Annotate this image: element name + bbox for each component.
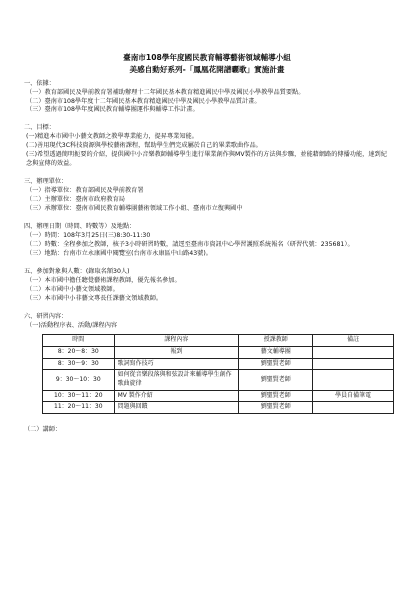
- list-item: （二）時數：全程參加之教師，核予3小時研習時數，請逕至臺南市資訊中心學習護照系統報名（研習代號：235681）。: [26, 241, 354, 249]
- table-row: [43, 402, 394, 414]
- speaker-label: （二）講師：: [24, 425, 62, 433]
- section-date-location: [24, 223, 390, 259]
- section-goals: [24, 124, 390, 169]
- cell-content: MV 製作介紹: [114, 390, 239, 402]
- list-item: （一）本市國中擔任聽覺藝術課程教師，優先報名參加。: [26, 277, 181, 285]
- cell-teacher: 劉聖賢老師: [239, 370, 313, 390]
- section-participants: [24, 268, 390, 304]
- cell-teacher: 藝文輔導團: [239, 346, 313, 358]
- header-note: 備註: [313, 335, 394, 347]
- cell-teacher: 劉聖賢老師: [239, 402, 313, 414]
- table-header-row: [43, 335, 394, 347]
- header-teacher: 授課教師: [239, 335, 313, 347]
- cell-content: 如何從音樂段落與和弦設計來輔導學生創作歌曲旋律: [114, 370, 239, 390]
- list-item: （三）承辦單位：臺南市國民教育輔導團藝術領域工作小組、臺南市立復興國中: [26, 205, 243, 213]
- cell-note: [313, 402, 394, 414]
- list-item: （一）指導單位：教育部國民及學前教育署: [26, 187, 144, 195]
- table-row: [43, 358, 394, 370]
- section-heading: 三、辦理單位：: [24, 178, 68, 186]
- list-item: （三）本市國中小非藝文專長任課藝文領域教師。: [26, 295, 163, 303]
- schedule-table: [42, 334, 394, 414]
- list-item: （二）本市國中小藝文領域教師。: [26, 286, 119, 294]
- cell-time: 8：20～8：30: [43, 346, 115, 358]
- list-item: (二)善用現代3C科技資源與學校藝術課程，幫助學生們完成屬於自己的畢業歌曲作品。: [26, 142, 262, 150]
- header-content: 課程內容: [114, 335, 239, 347]
- list-item: （二）臺南市108學年度十二年國民基本教育精進國民中學及國民小學教學品質計畫。: [26, 97, 261, 105]
- list-item: （一）教育部國民及學前教育署補助辦理十二年國民基本教育精進國民中學及國民小學教學品質要點。: [26, 88, 305, 96]
- list-item: (三)希望透過簡明扼要的介紹，提供國中小音樂教師輔導學生進行畢業創作與MV製作的方法與步驟，並能藉網路的傳播功能，達到紀念與宣傳的效益。: [26, 151, 387, 168]
- section-heading: 六、研習內容：: [24, 313, 68, 321]
- section-content: [24, 313, 390, 414]
- list-item: （一）時間：108年3月25日(三)8:30-11:30: [26, 232, 151, 240]
- section-heading: 一、依據：: [24, 79, 55, 87]
- cell-note: [313, 358, 394, 370]
- cell-time: 8：30～9：30: [43, 358, 115, 370]
- section-organizers: [24, 178, 390, 214]
- list-item: （三）臺南市108學年度國民教育輔導團運作與輔導工作計畫。: [26, 106, 199, 114]
- cell-time: 11：20～11：30: [43, 402, 115, 414]
- cell-content: 報到: [114, 346, 239, 358]
- list-item: (一)精進本市國中小藝文教師之教學專業能力，提昇專業知能。: [26, 133, 198, 141]
- subsection-heading: （一)活動程序表、活動/課程內容: [26, 322, 118, 330]
- cell-content: 歌詞寫作技巧: [114, 358, 239, 370]
- document-title-line2: 美感自動好系列-「鳳凰花開譜曬歌」實施計畫: [129, 64, 285, 74]
- cell-teacher: 劉聖賢老師: [239, 390, 313, 402]
- section-basis: [24, 80, 390, 116]
- cell-teacher: 劉聖賢老師: [239, 358, 313, 370]
- cell-time: 9：30～10：30: [43, 370, 115, 390]
- cell-note: [313, 370, 394, 390]
- list-item: （二）主辦單位：臺南市政府教育局: [26, 196, 125, 204]
- document-title-line1: 臺南市108學年度國民教育輔導藝術領域輔導小組: [123, 53, 291, 62]
- table-row: [43, 370, 394, 390]
- section-heading: 二、目標：: [24, 124, 55, 132]
- cell-content: 問題與回饋: [114, 402, 239, 414]
- cell-time: 10：30～11：20: [43, 390, 115, 402]
- header-time: 時間: [43, 335, 115, 347]
- table-row: [43, 346, 394, 358]
- cell-note: 學員自備筆電: [313, 390, 394, 402]
- section-heading: 五、參加對象與人數：(錄取名額30人): [24, 268, 130, 276]
- table-row: [43, 390, 394, 402]
- list-item: （三）地點：台南市立永康國中閱覽室(台南市永康區中山路43號)。: [26, 250, 212, 258]
- section-heading: 四、辦理日期（時間、時數等）及地點：: [24, 223, 136, 231]
- cell-note: [313, 346, 394, 358]
